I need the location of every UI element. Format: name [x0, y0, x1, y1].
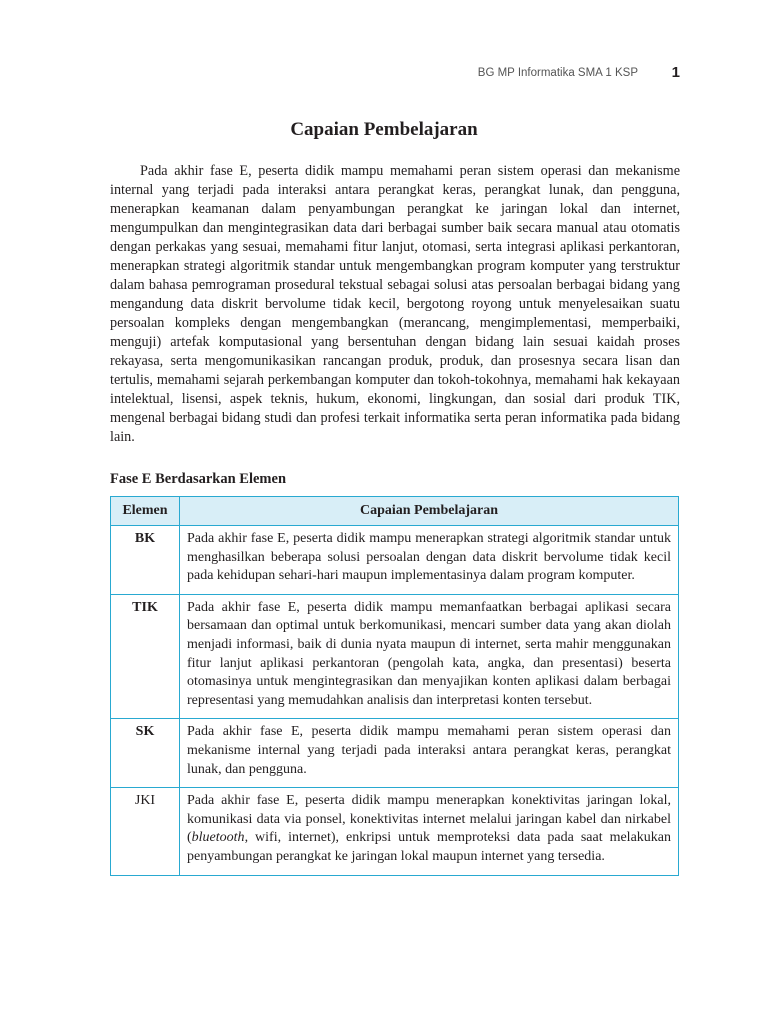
capaian-cell — [180, 788, 679, 875]
capaian-text-after: , wifi, internet), enkripsi untuk memproteksi data pada saat melakukan penyambungan perangkat ke jaringan lokal maupun internet yang tersedia. — [187, 830, 671, 864]
capaian-cell: Pada akhir fase E, peserta didik mampu memanfaatkan berbagai aplikasi secara bersamaan dan optimal untuk berkomunikasi, mencari sumber data yang akan diolah menjadi informasi, baik di dunia nyata maupun di internet, serta mahir menggunakan fitur lanjut aplikasi perkantoran (pengolah kata, angka, dan presentasi) beserta otomasinya untuk mengintegrasikan dan menyajikan konten aplikasi dalam berbagai representasi yang memudahkan analisis dan interpretasi konten tersebut. — [180, 594, 679, 719]
table-row — [111, 719, 679, 788]
table-header-row — [111, 497, 679, 526]
elemen-cell: TIK — [111, 594, 180, 719]
capaian-cell: Pada akhir fase E, peserta didik mampu memahami peran sistem operasi dan mekanisme internal yang terjadi pada interaksi antara perangkat keras, perangkat lunak, dan pengguna. — [180, 719, 679, 788]
table-header — [111, 497, 679, 526]
table-row — [111, 526, 679, 595]
intro-paragraph: Pada akhir fase E, peserta didik mampu memahami peran sistem operasi dan mekanisme internal yang terjadi pada interaksi antara perangkat keras, perangkat lunak, dan pengguna, menerapkan keamanan dalam penyambungan perangkat ke jaringan lokal dan internet, mengumpulkan dan mengintegrasikan data dari berbagai sumber baik secara manual atau otomatis dengan perkakas yang sesuai, memahami fitur lanjut, otomasi, serta integrasi aplikasi perkantoran, menerapkan strategi algoritmik standar untuk mengembangkan program komputer yang terstruktur dalam bahasa pemrograman prosedural tekstual sebagai solusi atas persoalan berbagai bidang yang mengandung data diskrit bervolume tidak kecil, bergotong royong untuk menyelesaikan suatu persoalan kompleks dengan mengembangkan (merancang, mengimplementasi, memperbaiki, menguji) artefak komputasional yang bersentuhan dengan bidang lain sesuai kaidah proses rekayasa, serta mengomunikasikan rancangan produk, produk, dan prosesnya secara lisan dan tertulis, memahami sejarah perkembangan komputer dan tokoh-tokohnya, memahami hak kekayaan intelektual, lisensi, aspek teknis, hukum, ekonomi, lingkungan, dan sosial dari produk TIK, mengenal berbagai bidang studi dan profesi terkait informatika serta peran informatika pada bidang lain. — [110, 163, 680, 445]
page-title: Capaian Pembelajaran — [290, 119, 478, 140]
capaian-cell: Pada akhir fase E, peserta didik mampu menerapkan strategi algoritmik standar untuk menghasilkan beberapa solusi persoalan dengan data diskrit bervolume tidak kecil pada kehidupan sehari-hari maupun implementasinya dalam program komputer. — [180, 526, 679, 595]
elemen-cell: BK — [111, 526, 180, 595]
table-row — [111, 788, 679, 875]
running-title: BG MP Informatika SMA 1 KSP — [477, 67, 638, 79]
table-row — [111, 594, 679, 719]
elemen-cell: SK — [111, 719, 180, 788]
capaian-table — [110, 496, 679, 876]
capaian-text-italic: bluetooth — [191, 830, 245, 846]
running-header — [110, 64, 680, 84]
section-heading: Fase E Berdasarkan Elemen — [110, 471, 287, 487]
column-header-elemen: Elemen — [111, 497, 180, 526]
capaian-text-before: Pada akhir fase E, peserta didik mampu menerapkan konektivitas jaringan lokal, komunikasi data via ponsel, konektivitas internet melalui jaringan kabel dan nirkabel ( — [187, 793, 671, 846]
column-header-capaian: Capaian Pembelajaran — [180, 497, 679, 526]
page-number: 1 — [671, 64, 680, 81]
elemen-cell: JKI — [111, 788, 180, 875]
table-body — [111, 526, 679, 876]
